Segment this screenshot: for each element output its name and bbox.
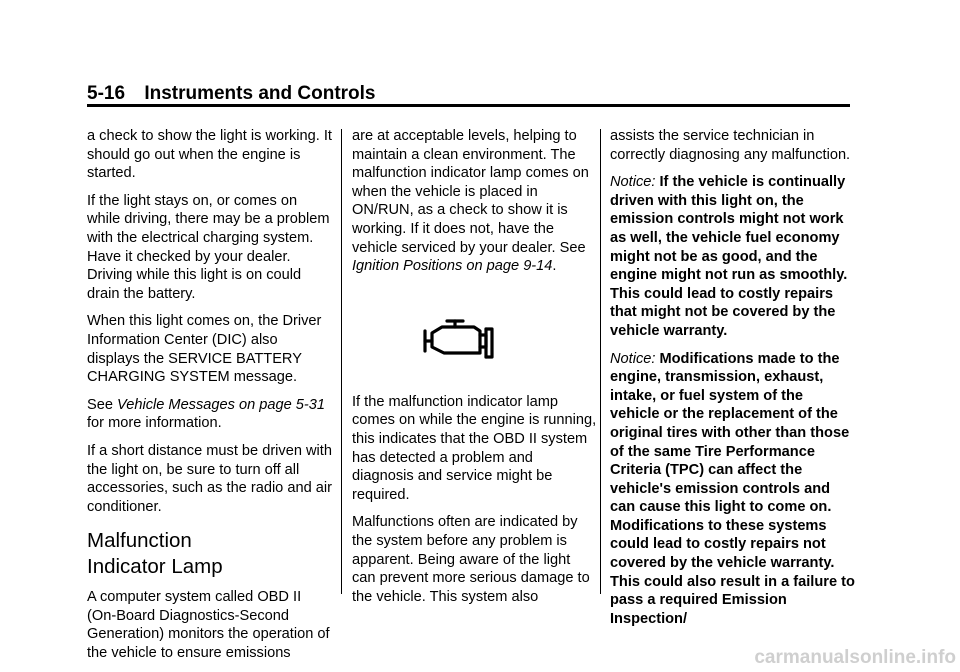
paragraph: When this light comes on, the Driver Information Center (DIC) also displays the SERVICE BATTERY CHARGING SYSTEM message.	[87, 313, 322, 386]
heading-line-1: Malfunction	[87, 529, 192, 553]
paragraph: A computer system called OBD II (On-Board Diagnostics-Second Generation) monitors the operation of the vehicle to ensure emissions	[87, 589, 330, 662]
column-3	[610, 127, 855, 637]
paragraph: assists the service technician in correctly diagnosing any malfunction.	[610, 128, 851, 163]
notice-text: If the vehicle is continually driven with this light on, the emission controls might not work as well, the vehicle fuel economy might not be as good, and the engine might not run as smoothly. This could lead to costly repairs that might not be covered by the vehicle warranty.	[610, 174, 848, 339]
notice-text: Modifications made to the engine, transmission, exhaust, intake, or fuel system of the vehicle or the replacement of the original tires with other than those of the same Tire Performance Criteria (TPC) can affect the vehicle's emission controls and can cause this light to come on. Modifications to these systems could lead to costly repairs not covered by the vehicle warranty. This could also result in a failure to pass a required Emission Inspection/	[610, 350, 855, 627]
engine-icon-container	[352, 285, 597, 393]
column-divider-2	[600, 129, 601, 594]
paragraph-end: .	[552, 258, 557, 275]
section-heading	[87, 528, 332, 580]
paragraph: a check to show the light is working. It should go out when the engine is started.	[87, 128, 332, 182]
column-divider-1	[341, 129, 342, 594]
notice-label: Notice:	[610, 350, 656, 367]
cross-reference-link[interactable]: Ignition Positions on page 9-14	[352, 258, 553, 275]
see-suffix: for more information.	[87, 415, 222, 432]
section-title: Instruments and Controls	[144, 83, 376, 104]
paragraph: If the light stays on, or comes on while driving, there may be a problem with the electrical charging system. Have it checked by your dealer. Driving while this light is on could drain the battery.	[87, 192, 330, 302]
paragraph: If the malfunction indicator lamp comes on while the engine is running, this indicates that the OBD II system has detected a problem and diagnosis and service might be required.	[352, 393, 597, 503]
paragraph-text: are at acceptable levels, helping to maintain a clean environment. The malfunction indicator lamp comes on when the vehicle is placed in ON/RUN, as a check to show it is working. If it does not, have the vehicle serviced by your dealer. See	[352, 128, 589, 256]
see-prefix: See	[87, 396, 113, 413]
column-1	[87, 127, 332, 672]
notice-paragraph	[610, 350, 855, 629]
notice-paragraph	[610, 173, 855, 340]
check-engine-icon	[422, 319, 502, 361]
header-rule	[87, 104, 850, 107]
column-2	[352, 127, 597, 615]
paragraph: Malfunctions often are indicated by the system before any problem is apparent. Being aware of the light can prevent more serious damage to the vehicle. This system also	[352, 514, 590, 605]
watermark: carmanualsonline.info	[754, 647, 956, 668]
paragraph	[87, 396, 332, 433]
notice-label: Notice:	[610, 174, 656, 191]
paragraph	[352, 127, 597, 276]
cross-reference-link[interactable]: Vehicle Messages on page 5-31	[117, 396, 325, 413]
heading-line-2: Indicator Lamp	[87, 555, 223, 579]
paragraph: If a short distance must be driven with the light on, be sure to turn off all accessories, such as the radio and air conditioner.	[87, 442, 332, 515]
page-number: 5-16	[87, 83, 126, 104]
